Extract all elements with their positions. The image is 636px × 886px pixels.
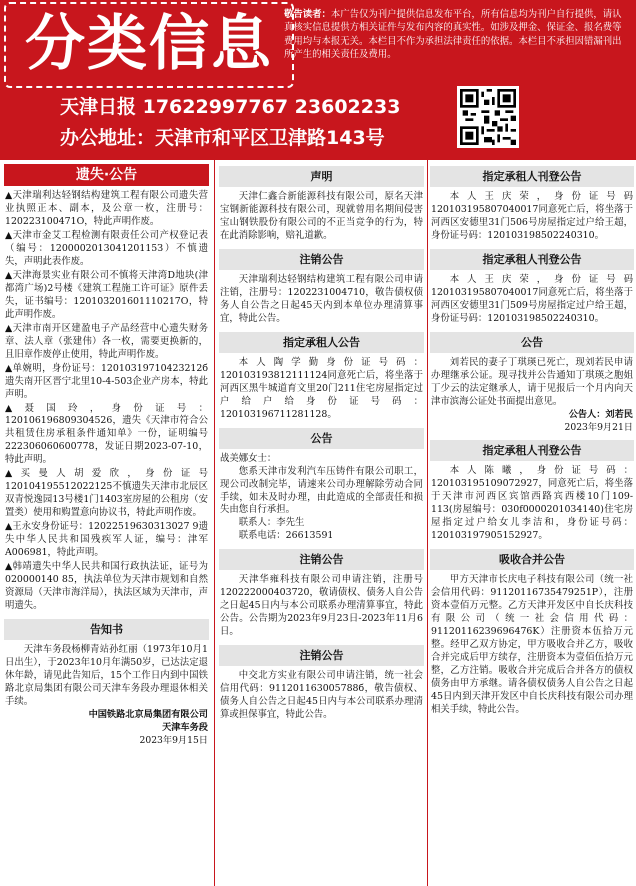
notice-section	[430, 249, 634, 326]
section-title: 公告	[219, 428, 424, 449]
section-title: 公告	[430, 332, 634, 353]
notice-section	[219, 645, 424, 722]
contact-person: 联系人：李先生	[238, 517, 305, 529]
list-item: ▲天津海景实业有限公司不慎将天津湾D地块(津都湾广场)2号楼《建筑工程施工许可证》原件丢失，证书编号：120103201601110217О，特此声明作废。	[5, 269, 208, 320]
section-body: 天津瑞利达轻钢结构建筑工程有限公司申请注销，注册号：1202231004710，敬告债权债务人自公告之日起45天内到本单位办理清算事宜，特此公告。	[220, 273, 423, 324]
section-title: 注销公告	[219, 249, 424, 270]
signature: 中国铁路北京局集团有限公司	[88, 708, 208, 720]
lost-notice-title: 遗失·公告	[4, 164, 209, 186]
list-item: ▲韩靖遗失中华人民共和国行政执法证，证号为020000140 85，执法单位为天津市规划和自然资源局（天津市海洋局），执法区域为天津市，声明遗失。	[5, 561, 208, 612]
list-item: ▲买曼人胡爱欣，身份证号120104195512022125不慎遗失天津市北辰区双青悦逸园13号楼1门1403室房屋的公租房（安置类）使用和购置意向协议书，特此声明作废。	[5, 468, 208, 519]
section-body: 天津仁鑫合新能源科技有限公司，原名天津宝钢新能源科技有限公司，现就曾用名期间侵害宝山钢铁股份有限公司的不正当竞争的行为，特在此消除影响，赔礼道歉。	[220, 191, 423, 241]
notice-section	[219, 549, 424, 639]
section-title: 注销公告	[219, 645, 424, 666]
date: 2023年9月15日	[139, 734, 208, 746]
contact-address-line: 办公地址：天津市和平区卫津路143号	[60, 127, 385, 149]
notice-section	[430, 332, 634, 435]
list-item: ▲天津市南开区建盈电子产品经营中心遗失财务章、法人章（张建伟）各一枚，需要更换新的，且旧章作废停止使用，特此声明作废。	[5, 322, 208, 360]
section-body: 本人陶学勤身份证号码：120103193812111124同意死亡后，将坐落于河西区黑牛城道育文里20门211住宅房屋指定过户给户给身份证号码：120103196711281128。	[220, 356, 423, 420]
section-title: 指定承租人刊登公告	[430, 249, 634, 270]
section-title: 指定承租人刊登公告	[430, 440, 634, 461]
contact-phone: 联系电话：26613591	[238, 530, 334, 542]
notice-section	[219, 249, 424, 326]
section-body: 天津华雍科技有限公司申请注销，注册号120222000403720，敬请债权、债务人自公告之日起45日内与本公司联系办理清算事宜，特此公告。公告期为2023年9月23日-2023年11月6日。	[220, 574, 423, 638]
notice-letter-section	[4, 619, 209, 747]
reader-notice	[284, 8, 630, 61]
section-logo: 分类信息	[4, 2, 294, 88]
column-middle	[219, 160, 424, 886]
section-title: 注销公告	[219, 549, 424, 570]
column-lost-notices	[4, 160, 209, 886]
section-title: 吸收合并公告	[430, 549, 634, 570]
section-body: 中交北方实业有限公司申请注销，统一社会信用代码：911201163005788б，敬告债权、债务人自公告之日起45日内与本公司联系办理清算或担保事宜，特此公告。	[220, 670, 423, 721]
notice-section	[219, 332, 424, 422]
section-body: 您系天津市发利汽车压铸件有限公司职工，现公司改制完毕，请速来公司办理解除劳动合同手续，如未及时办理，由此造成的全部责任和损失由您自行承担。	[220, 465, 423, 516]
notice-body: 本广告仅为刊户提供信息发布平台，所有信息均为刊户自行提供，请认真核实信息提供方相关证件与发布内容的真实性。如涉及押金、保证金、报名费等费用均与本报无关。本栏目不作为承担法律责任的依据。本栏目不承担因错漏刊出所产生的相关责任及费用。	[284, 9, 622, 61]
masthead	[0, 0, 636, 158]
signature: 天津车务段	[162, 721, 208, 733]
qr-code-icon	[457, 86, 519, 148]
list-item: ▲单婉明，身份证号：12010319710423212б遗失南开区晋宁北里10-4-503企业产房本，特此声明。	[5, 362, 208, 400]
column-divider	[214, 160, 215, 886]
section-body: 本人陈曦，身份证号码：120103195109072927，同意死亡后，将坐落于天津市河西区宾馆西路宾西楼10门109-113(房屋编号：030f0000201034140)住宅房屋指定过户给女儿李洁和，身份证号码：120103197905152927。	[431, 465, 633, 542]
notice-section	[430, 166, 634, 243]
contact-block	[60, 92, 400, 154]
list-item: ▲聂国玲，身份证号：120106196809304526，遗失《天津市符合公共租赁住房承租条件通知单》一份，证明编号222306060600778，发证日期2023-07-10，特此声明。	[5, 402, 208, 466]
contact-phone-line: 天津日报 17622997767 23602233	[60, 96, 401, 118]
list-item: ▲王永安身份证号：12022519630313027 9遗失中华人民共和国残疾军人证，编号：津军A006981，特此声明。	[5, 521, 208, 559]
column-right	[430, 160, 634, 886]
section-intro: 战美娜女士：	[220, 452, 277, 464]
notice-section	[430, 549, 634, 717]
section-title: 告知书	[4, 619, 209, 640]
section-body: 甲方天津市长庆电子科技有限公司（统一社会信用代码：91120116735479251P），注册资本壹佰万元整。乙方天津开发区中自长庆科技有限公司（统一社会信用代码：91120116239696476K）注册资本伍拾万元整。经甲乙双方协定，甲方吸收合并乙方，吸收合并完成后甲方续存，注册资本为壹佰伍拾万元整，乙方注销。吸收合并完成后合并各方的债权债务由甲方承继。请各债权债务人自公告之日起45日内到天津开发区中自长庆科技有限公司办理相关手续，特此公告。	[431, 574, 633, 715]
notice-section	[430, 440, 634, 543]
section-title: 指定承租人刊登公告	[430, 166, 634, 187]
section-body: 刘若民的妻子丁琪瑛已死亡，现刘若民申请办理继承公证。现寻找并公告通知丁琪瑛之胞姐丁少云的法定继承人，请于见报后一个月内向天津市滨海公证处书面提出意见。	[431, 356, 633, 407]
notice-title: 敬告读者：	[284, 9, 331, 20]
notice-section	[219, 428, 424, 544]
section-body: 天津车务段杨柳青站孙红丽（1973年10月1日出生），于2023年10月年满50岁，已达法定退休年龄，请见此告知后，15个工作日内到中国铁路北京局集团有限公司天津车务段办理退休相关手续。	[5, 644, 208, 707]
date: 2023年9月21日	[564, 421, 633, 433]
section-body: 本人王庆荣，身份证号码120103195807040017同意死亡后，将坐落于河西区安德里31门506号房屋指定过户给王超，身份证号码：120103198502240310。	[431, 191, 633, 241]
notice-section	[219, 166, 424, 243]
section-title: 指定承租人公告	[219, 332, 424, 353]
section-body: 本人王庆荣，身份证号码120103195807040017同意死亡后，将坐落于河西区安德里31门509号房屋指定过户给王超，身份证号码：120103198502240310。	[431, 273, 633, 324]
list-item: ▲天津市金艾工程检测有限责任公司产权登记表（编号：120000201304120115З）不慎遗失，声明此表作废。	[5, 229, 208, 267]
section-title: 声明	[219, 166, 424, 187]
signature: 公告人：刘若民	[568, 408, 633, 420]
column-divider	[427, 160, 428, 886]
list-item: ▲天津瑞利达轻钢结构建筑工程有限公司遗失营业执照正本、副本，及公章一枚，注册号：120223100471О，特此声明作废。	[5, 190, 208, 227]
